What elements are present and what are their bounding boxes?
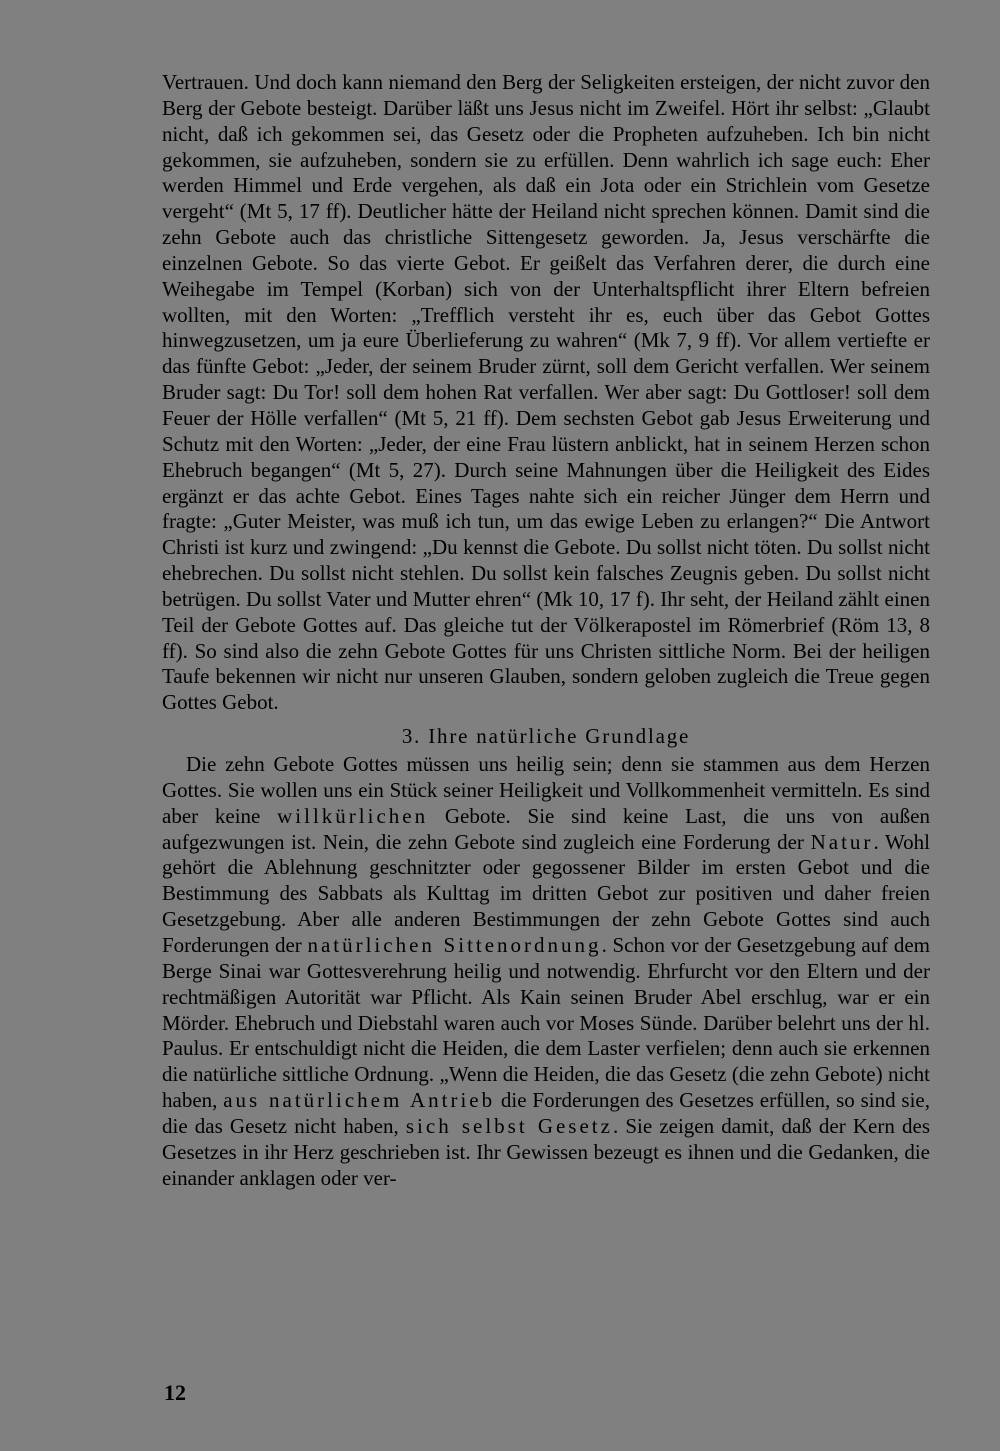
section-heading: 3. Ihre natürliche Grundlage [401, 724, 691, 749]
body-paragraph-1: Vertrauen. Und doch kann niemand den Berg der Seligkeiten ersteigen, der nicht zuvor den Berg der Gebote besteigt. Darüber läßt uns Jesus nicht im Zweifel. Hört ihr selbst: „Glaubt nicht, daß ich gekommen sei, das Gesetz oder die Propheten aufzuheben. Ich bin nicht gekommen, sie aufzuheben, sondern sie zu erfüllen. Denn wahrlich ich sage euch: Eher werden Himmel und Erde vergehen, als daß ein Jota oder ein Strichlein vom Gesetze vergeht“ (Mt 5, 17 ff). Deutlicher hätte der Heiland nicht sprechen können. Damit sind die zehn Gebote auch das christliche Sittengesetz geworden. Ja, Jesus verschärfte die einzelnen Gebote. So das vierte Gebot. Er geißelt das Verfahren derer, die durch eine Weihegabe im Tempel (Korban) sich von der Unterhaltspflicht ihrer Eltern befreien wollten, mit den Worten: „Trefflich versteht ihr es, euch über das Gebot Gottes hinwegzusetzen, um ja eure Überlieferung zu wahren“ (Mk 7, 9 ff). Vor allem vertiefte er das fünfte Gebot: „Jeder, der seinem Bruder zürnt, soll dem Gericht verfallen. Wer seinem Bruder sagt: Du Tor! soll dem hohen Rat verfallen. Wer aber sagt: Du Gottloser! soll dem Feuer der Hölle verfallen“ (Mt 5, 21 ff). Dem sechsten Gebot gab Jesus Erweiterung und Schutz mit den Worten: „Jeder, der eine Frau lüstern anblickt, hat in seinem Herzen schon Ehebruch begangen“ (Mt 5, 27). Durch seine Mahnungen über die Heiligkeit des Eides ergänzt er das achte Gebot. Eines Tages nahte sich ein reicher Jünger dem Herrn und fragte: „Guter Meister, was muß ich tun, um das ewige Leben zu erlangen?“ Die Antwort Christi ist kurz und zwingend: „Du kennst die Gebote. Du sollst nicht töten. Du sollst nicht ehebrechen. Du sollst nicht stehlen. Du sollst kein falsches Zeugnis geben. Du sollst nicht betrügen. Du sollst Vater und Mutter ehren“ (Mk 10, 17 f). Ihr seht, der Heiland zählt einen Teil der Gebote Gottes auf. Das gleiche tut der Völkerapostel im Römerbrief (Röm 13, 8 ff). So sind also die zehn Gebote Gottes für uns Christen sittliche Norm. Bei der heiligen Taufe bekennen wir nicht nur unseren Glauben, sondern geloben zugleich die Treue gegen Gottes Gebot. [162, 70, 930, 715]
page-number: 12 [164, 1380, 186, 1405]
spaced-emphasis-antrieb: aus natürlichem Antrieb [223, 1088, 496, 1113]
spaced-emphasis-natur: Natur [810, 829, 874, 854]
paragraph-2-text-4: . Schon vor der Gesetzgebung auf dem Berge Sinai war Gottesverehrung heilig und notwendig. Ehrfurcht vor den Eltern und der rechtmäßigen Autorität war Pflicht. Als Kain seinen Bruder Abel erschlug, war er ein Mörder. Ehebruch und Diebstahl waren auch vor Moses Sünde. Darüber belehrt uns der hl. Paulus. Er entschuldigt nicht die Heiden, die dem Laster verfielen; denn auch sie erkennen die natürliche sittliche Ordnung. „Wenn die Heiden, die das Gesetz (die zehn Gebote) nicht haben, [162, 933, 930, 1113]
page-body [162, 70, 930, 1191]
paragraph-2-text-5: die Forderungen des Gesetzes erfüllen, so sind sie, die das Gesetz nicht haben, [162, 1088, 930, 1138]
paragraph-2-text-1: Die zehn Gebote Gottes müssen uns heilig sein; denn sie stammen aus dem Herzen Gottes. Sie wollen uns ein Stück seiner Heiligkeit und Vollkommenheit vermitteln. Es sind aber keine [162, 752, 930, 828]
body-paragraph-2 [162, 752, 930, 1191]
paragraph-2-text-6: . Sie zeigen damit, daß der Kern des Gesetzes in ihr Herz geschrieben ist. Ihr Gewissen bezeugt es ihnen und die Gedanken, die einander anklagen oder ver- [162, 1113, 930, 1190]
spaced-emphasis-willkuerlichen: willkürlichen [277, 803, 429, 828]
spaced-emphasis-selbst-gesetz: sich selbst Gesetz [405, 1113, 613, 1138]
paragraph-2-text-3: . Wohl gehört die Ablehnung geschnitzter oder gegossener Bilder im ersten Gebot und die Bestimmung des Sabbats als Kulttag im dritten Gebot zur positiven und daher freien Gesetzgebung. Aber alle anderen Bestimmungen der zehn Gebote Gottes sind auch Forderungen der [162, 829, 930, 957]
paragraph-2-text-2: Gebote. Sie sind keine Last, die uns von außen aufgezwungen ist. Nein, die zehn Gebote sind zugleich eine Forderung der [162, 803, 930, 854]
spaced-emphasis-sittenordnung: natürlichen Sittenordnung [307, 933, 602, 957]
